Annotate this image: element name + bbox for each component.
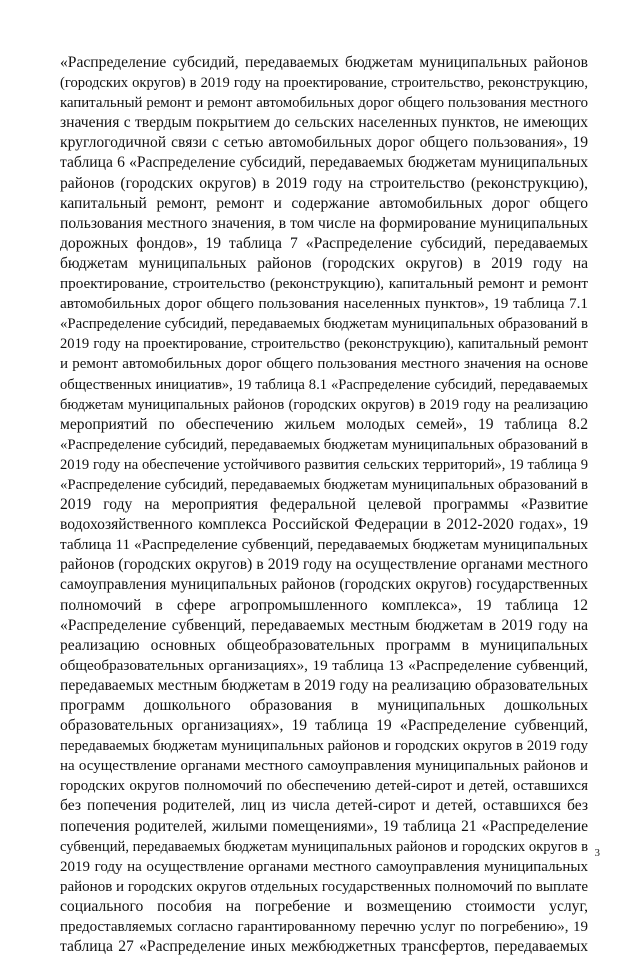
text-line: без попечения родителей, лиц из числа детей-сирот и детей, оставшихся без: [60, 797, 588, 815]
text-line: районов (городских округов) в 2019 году на строительство (реконструкцию),: [60, 174, 588, 192]
text-line: пользования местного значения, в том числе на формирование муниципальных: [60, 214, 588, 232]
text-line: «Распределение субвенций, передаваемых местным бюджетам в 2019 году на: [60, 616, 588, 634]
text-line: «Распределение субсидий, передаваемых бюджетам муниципальных образований в: [60, 316, 588, 333]
text-line: предоставляемых согласно гарантированному перечню услуг по погребению», 19: [60, 919, 588, 936]
text-line: программ дошкольного образования в муниципальных дошкольных: [60, 697, 588, 714]
text-line: «Распределение субсидий, передаваемых бюджетам муниципальных образований в: [60, 476, 588, 493]
text-line: таблица 6 «Распределение субсидий, передаваемых бюджетам муниципальных: [60, 154, 588, 172]
text-line: районов (городских округов) в 2019 году на осуществление органами местного: [60, 556, 588, 574]
text-line: общественных инициатив», 19 таблица 8.1 «Распределение субсидий, передаваемых: [60, 376, 588, 393]
text-line: общеобразовательных организациях», 19 таблица 13 «Распределение субвенций,: [60, 656, 588, 674]
text-line: самоуправления муниципальных районов (городских округов) государственных: [60, 576, 588, 594]
text-line: автомобильных дорог общего пользования населенных пунктов», 19 таблица 7.1: [60, 295, 588, 313]
text-line: капитальный ремонт и ремонт автомобильных дорог общего пользования местного: [60, 95, 588, 112]
text-line: и ремонт автомобильных дорог общего пользования местного значения на основе: [60, 356, 588, 373]
text-line: передаваемых бюджетам муниципальных районов и городских округов в 2019 году: [60, 738, 588, 755]
text-line: дорожных фондов», 19 таблица 7 «Распределение субсидий, передаваемых: [60, 234, 588, 252]
text-line: (городских округов) в 2019 году на проектирование, строительство, реконструкцию,: [60, 75, 588, 92]
text-line: круглогодичной связи с сетью автомобильных дорог общего пользования», 19: [60, 134, 588, 152]
text-line: попечения родителей, жилыми помещениями», 19 таблица 21 «Распределение: [60, 817, 588, 835]
text-line: районов и городских округов отдельных государственных полномочий по выплате: [60, 878, 588, 895]
text-line: городских округов полномочий по обеспечению детей-сирот и детей, оставшихся: [60, 778, 588, 795]
text-line: 2019 году на мероприятия федеральной целевой программы «Развитие: [60, 496, 588, 514]
body-text: [60, 53, 588, 957]
text-line: «Распределение субсидий, передаваемых бюджетам муниципальных образований в: [60, 436, 588, 453]
text-line: 2019 году на обеспечение устойчивого развития сельских территорий», 19 таблица 9: [60, 456, 588, 473]
text-line: образовательных организациях», 19 таблица 19 «Распределение субвенций,: [60, 717, 588, 735]
text-line: бюджетам муниципальных районов (городских округов) в 2019 году на: [60, 254, 588, 272]
text-line: таблица 11 «Распределение субвенций, передаваемых бюджетам муниципальных: [60, 536, 588, 554]
text-line: мероприятий по обеспечению жильем молодых семей», 19 таблица 8.2: [60, 415, 588, 433]
text-line: таблица 27 «Распределение иных межбюджетных трансфертов, передаваемых: [60, 938, 588, 956]
text-line: водохозяйственного комплекса Российской Федерации в 2012-2020 годах», 19: [60, 516, 588, 534]
text-line: «Распределение субсидий, передаваемых бюджетам муниципальных районов: [60, 54, 588, 71]
text-line: на осуществление органами местного самоуправления муниципальных районов и: [60, 758, 588, 775]
text-line: значения с твердым покрытием до сельских населенных пунктов, не имеющих: [60, 114, 588, 132]
text-line: передаваемых местным бюджетам в 2019 году на реализацию образовательных: [60, 676, 588, 694]
text-line: реализацию основных общеобразовательных программ в муниципальных: [60, 636, 588, 654]
text-line: проектирование, строительство (реконструкцию), капитальный ремонт и ремонт: [60, 275, 588, 293]
text-line: капитальный ремонт, ремонт и содержание автомобильных дорог общего: [60, 194, 588, 212]
text-line: субвенций, передаваемых бюджетам муниципальных районов и городских округов в: [60, 838, 588, 855]
text-line: социального пособия на погребение и возмещению стоимости услуг,: [60, 897, 588, 915]
text-line: бюджетам муниципальных районов (городских округов) в 2019 году на реализацию: [60, 396, 588, 413]
text-line: полномочий в сфере агропромышленного комплекса», 19 таблица 12: [60, 596, 588, 614]
page-number: 3: [594, 847, 600, 859]
text-line: 2019 году на осуществление органами местного самоуправления муниципальных: [60, 858, 588, 875]
text-line: 2019 году на проектирование, строительство (реконструкцию), капитальный ремонт: [60, 336, 588, 353]
